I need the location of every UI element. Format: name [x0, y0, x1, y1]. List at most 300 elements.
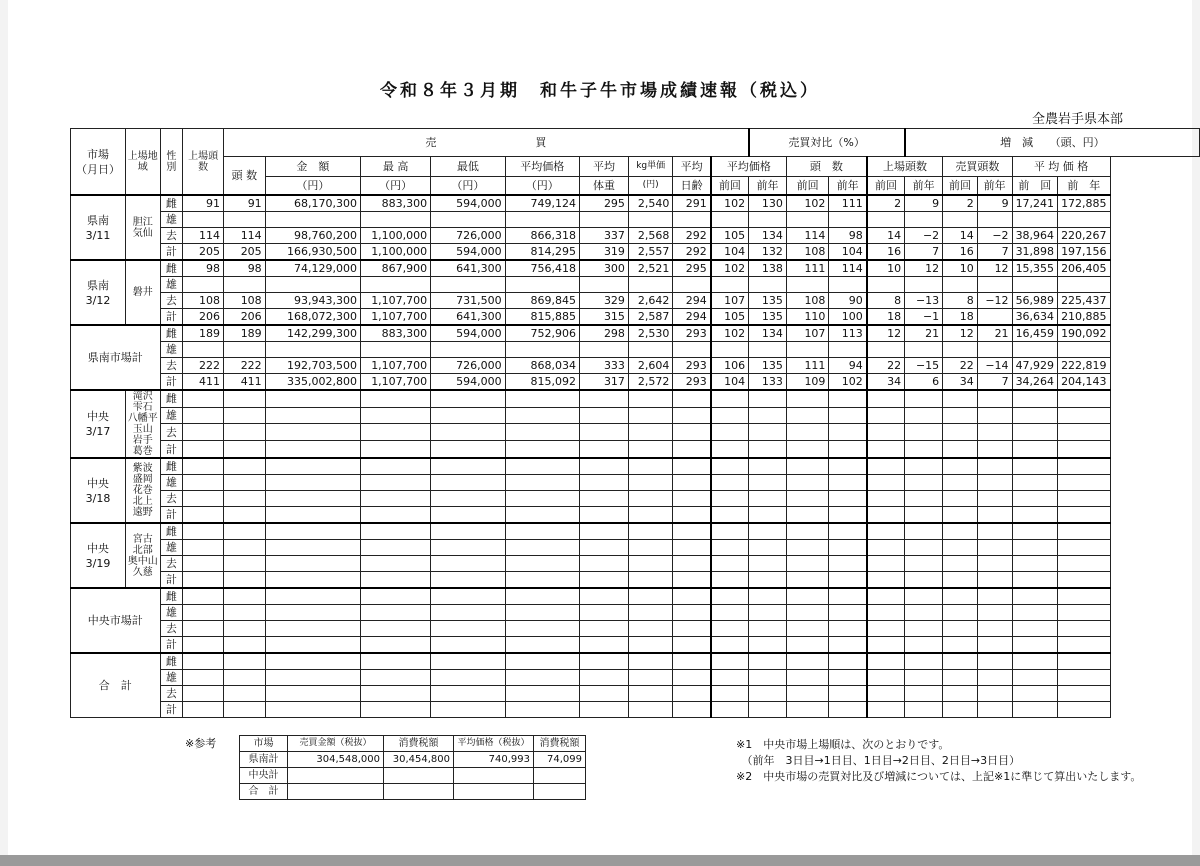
- data-cell: [943, 556, 978, 572]
- data-cell: [943, 523, 978, 540]
- data-cell: [224, 686, 266, 702]
- change-avg-price-header: 平 均 価 格: [1012, 157, 1110, 177]
- data-cell: [505, 491, 579, 507]
- note-line: ※2 中央市場の売買対比及び増減については、上記※1に準じて算出いたします。: [736, 770, 1142, 783]
- data-cell: [580, 556, 629, 572]
- data-cell: 109: [786, 374, 829, 391]
- note-line: ※1 中央市場上場順は、次のとおりです。: [736, 738, 950, 751]
- data-cell: [905, 637, 943, 654]
- data-cell: 111: [786, 260, 829, 277]
- data-cell: 9: [977, 195, 1012, 212]
- sex-cell: 雌: [160, 325, 183, 342]
- data-cell: 22: [943, 358, 978, 374]
- data-cell: 293: [673, 374, 711, 391]
- data-cell: [361, 507, 431, 524]
- data-cell: −2: [977, 228, 1012, 244]
- amount-unit: （円）: [265, 177, 360, 196]
- data-cell: 102: [711, 195, 749, 212]
- data-cell: [431, 540, 505, 556]
- data-cell: [224, 637, 266, 654]
- data-cell: [361, 523, 431, 540]
- data-cell: [628, 390, 672, 407]
- data-cell: [361, 475, 431, 491]
- data-cell: [361, 277, 431, 293]
- data-cell: 98: [224, 260, 266, 277]
- data-cell: [505, 670, 579, 686]
- sex-cell: 計: [160, 507, 183, 524]
- data-cell: [905, 670, 943, 686]
- data-cell: [977, 407, 1012, 424]
- data-cell: [628, 572, 672, 589]
- data-cell: 225,437: [1058, 293, 1111, 309]
- data-cell: [711, 588, 749, 605]
- data-cell: 293: [673, 325, 711, 342]
- data-cell: [361, 637, 431, 654]
- data-cell: 94: [829, 358, 867, 374]
- change-header: 増 減 （頭、円）: [905, 129, 1200, 157]
- data-cell: [628, 441, 672, 458]
- data-cell: 1,107,700: [361, 293, 431, 309]
- data-cell: [905, 653, 943, 670]
- data-cell: [711, 424, 749, 441]
- data-cell: [943, 588, 978, 605]
- sex-cell: 計: [160, 244, 183, 261]
- data-cell: [673, 212, 711, 228]
- data-cell: [867, 605, 905, 621]
- data-cell: 114: [829, 260, 867, 277]
- data-cell: [867, 342, 905, 358]
- data-cell: 104: [711, 374, 749, 391]
- reference-header-cell: 消費税額: [384, 736, 454, 752]
- data-cell: [829, 686, 867, 702]
- reference-cell: [384, 784, 454, 800]
- data-cell: 2,568: [628, 228, 672, 244]
- data-cell: [786, 686, 829, 702]
- data-cell: [505, 605, 579, 621]
- data-cell: 21: [905, 325, 943, 342]
- data-cell: [183, 523, 224, 540]
- data-cell: [867, 491, 905, 507]
- area-name: 胆江 気仙: [132, 216, 153, 239]
- data-cell: [977, 342, 1012, 358]
- table-row: [71, 195, 1200, 212]
- data-cell: [628, 637, 672, 654]
- data-cell: 102: [711, 325, 749, 342]
- data-cell: [431, 686, 505, 702]
- data-cell: [786, 702, 829, 718]
- data-cell: 12: [943, 325, 978, 342]
- data-cell: 7: [905, 244, 943, 261]
- data-cell: [580, 507, 629, 524]
- data-cell: [224, 556, 266, 572]
- sex-cell: 雄: [160, 342, 183, 358]
- data-cell: [265, 670, 360, 686]
- data-cell: [905, 458, 943, 475]
- reference-header-cell: 平均価格（税抜）: [454, 736, 534, 752]
- data-cell: [361, 407, 431, 424]
- data-cell: [786, 540, 829, 556]
- data-cell: [224, 670, 266, 686]
- market-cell: [71, 458, 126, 523]
- data-cell: [977, 309, 1012, 326]
- data-cell: 189: [224, 325, 266, 342]
- data-cell: [673, 637, 711, 654]
- data-cell: [829, 424, 867, 441]
- data-cell: [224, 507, 266, 524]
- data-cell: 298: [580, 325, 629, 342]
- area-name: 紫波 盛岡 花巻 北上 遠野: [132, 463, 153, 518]
- table-row: [71, 228, 1200, 244]
- max-header: 最 高: [361, 157, 431, 177]
- market-name: 中央: [86, 410, 109, 423]
- data-cell: 300: [580, 260, 629, 277]
- data-cell: [265, 475, 360, 491]
- data-cell: [711, 621, 749, 637]
- data-cell: [224, 491, 266, 507]
- table-row: [71, 309, 1200, 326]
- data-cell: [786, 637, 829, 654]
- table-row: [71, 507, 1200, 524]
- data-cell: [1058, 686, 1111, 702]
- data-cell: [749, 458, 787, 475]
- data-cell: 130: [749, 195, 787, 212]
- data-cell: [505, 588, 579, 605]
- data-cell: [265, 458, 360, 475]
- avg-weight-header: 平均: [580, 157, 629, 177]
- data-cell: [829, 540, 867, 556]
- market-date: 3/18: [85, 491, 111, 505]
- data-cell: 2,587: [628, 309, 672, 326]
- table-row: [71, 441, 1200, 458]
- data-cell: [431, 277, 505, 293]
- reference-header-cell: 売買金額（税抜）: [288, 736, 384, 752]
- data-cell: [711, 653, 749, 670]
- data-cell: [183, 556, 224, 572]
- data-cell: [749, 277, 787, 293]
- data-cell: 7: [977, 374, 1012, 391]
- data-cell: 105: [711, 228, 749, 244]
- table-row: [71, 556, 1200, 572]
- reference-cell: [288, 784, 384, 800]
- data-cell: 12: [905, 260, 943, 277]
- data-cell: 114: [224, 228, 266, 244]
- data-cell: [628, 588, 672, 605]
- data-cell: 726,000: [431, 358, 505, 374]
- data-cell: [505, 621, 579, 637]
- data-cell: 293: [673, 358, 711, 374]
- data-cell: 222,819: [1058, 358, 1111, 374]
- data-cell: [224, 342, 266, 358]
- data-cell: [580, 670, 629, 686]
- change-listed-header: 上場頭数: [867, 157, 943, 177]
- data-cell: [431, 475, 505, 491]
- data-cell: 756,418: [505, 260, 579, 277]
- data-cell: 172,885: [1058, 195, 1111, 212]
- data-cell: [905, 441, 943, 458]
- data-cell: [673, 390, 711, 407]
- data-cell: [431, 637, 505, 654]
- data-cell: 106: [711, 358, 749, 374]
- data-cell: [431, 670, 505, 686]
- data-cell: [431, 441, 505, 458]
- data-cell: 114: [183, 228, 224, 244]
- data-cell: 98: [183, 260, 224, 277]
- data-cell: [749, 212, 787, 228]
- data-cell: 93,943,300: [265, 293, 360, 309]
- data-cell: [943, 702, 978, 718]
- data-cell: [905, 424, 943, 441]
- data-cell: [1012, 588, 1058, 605]
- data-cell: [905, 475, 943, 491]
- data-cell: [711, 637, 749, 654]
- data-cell: [1058, 390, 1111, 407]
- data-cell: [867, 621, 905, 637]
- data-cell: [749, 670, 787, 686]
- data-cell: 815,885: [505, 309, 579, 326]
- data-cell: [1012, 637, 1058, 654]
- reference-cell: 県南計: [240, 752, 288, 768]
- data-cell: 133: [749, 374, 787, 391]
- data-cell: [673, 424, 711, 441]
- data-cell: [977, 605, 1012, 621]
- listed-head-header: 上場頭数: [183, 129, 224, 196]
- reference-cell: 304,548,000: [288, 752, 384, 768]
- data-cell: [749, 702, 787, 718]
- data-cell: [749, 605, 787, 621]
- reference-header-cell: 消費税額: [534, 736, 586, 752]
- data-cell: 108: [183, 293, 224, 309]
- market-name: 中央: [86, 476, 109, 490]
- data-cell: [224, 588, 266, 605]
- table-row: [71, 458, 1200, 475]
- data-cell: [505, 475, 579, 491]
- data-cell: [977, 458, 1012, 475]
- data-cell: 315: [580, 309, 629, 326]
- data-cell: [711, 523, 749, 540]
- data-cell: 594,000: [431, 374, 505, 391]
- area-cell: [125, 260, 160, 325]
- data-cell: 317: [580, 374, 629, 391]
- data-cell: [1012, 277, 1058, 293]
- data-cell: 205: [224, 244, 266, 261]
- sex-cell: 去: [160, 686, 183, 702]
- data-cell: 868,034: [505, 358, 579, 374]
- data-cell: [1012, 507, 1058, 524]
- change-listed-prev: 前回: [867, 177, 905, 196]
- data-cell: 319: [580, 244, 629, 261]
- data-cell: 107: [786, 325, 829, 342]
- area-cell: [125, 390, 160, 458]
- data-cell: [829, 277, 867, 293]
- data-cell: [749, 572, 787, 589]
- market-name: 県南: [86, 278, 109, 292]
- data-cell: [265, 621, 360, 637]
- data-cell: [749, 621, 787, 637]
- data-cell: [749, 475, 787, 491]
- table-row: [71, 277, 1200, 293]
- data-cell: [505, 556, 579, 572]
- data-cell: [628, 475, 672, 491]
- data-cell: [183, 588, 224, 605]
- data-cell: [580, 523, 629, 540]
- data-cell: [1012, 670, 1058, 686]
- data-cell: [977, 475, 1012, 491]
- data-cell: [786, 507, 829, 524]
- data-cell: [786, 653, 829, 670]
- data-cell: [361, 621, 431, 637]
- data-cell: [867, 507, 905, 524]
- sex-cell: 去: [160, 358, 183, 374]
- data-cell: [361, 556, 431, 572]
- data-cell: [580, 458, 629, 475]
- data-cell: 594,000: [431, 325, 505, 342]
- data-cell: 210,885: [1058, 309, 1111, 326]
- avg-age-sub: 日齢: [673, 177, 711, 196]
- data-cell: [628, 605, 672, 621]
- data-cell: [361, 424, 431, 441]
- data-cell: [749, 390, 787, 407]
- data-cell: [829, 588, 867, 605]
- data-cell: [673, 540, 711, 556]
- data-cell: [711, 342, 749, 358]
- data-cell: 2,642: [628, 293, 672, 309]
- market-total-label: 合 計: [71, 653, 161, 718]
- data-cell: 18: [943, 309, 978, 326]
- data-cell: 1,107,700: [361, 358, 431, 374]
- table-row: [71, 588, 1200, 605]
- data-cell: [505, 458, 579, 475]
- data-cell: [1012, 556, 1058, 572]
- table-row: [71, 212, 1200, 228]
- avg-price-header: 平均価格: [505, 157, 579, 177]
- data-cell: [361, 441, 431, 458]
- data-cell: [977, 686, 1012, 702]
- table-row: [71, 572, 1200, 589]
- data-cell: 866,318: [505, 228, 579, 244]
- sex-cell: 計: [160, 441, 183, 458]
- data-cell: 594,000: [431, 195, 505, 212]
- data-cell: 132: [749, 244, 787, 261]
- data-cell: [628, 458, 672, 475]
- data-cell: [867, 390, 905, 407]
- data-cell: [829, 637, 867, 654]
- market-name: 県南: [86, 213, 109, 227]
- data-cell: [265, 523, 360, 540]
- data-cell: [673, 277, 711, 293]
- data-cell: [431, 556, 505, 572]
- data-cell: [673, 588, 711, 605]
- data-cell: 2: [943, 195, 978, 212]
- sex-cell: 雄: [160, 670, 183, 686]
- sex-header: 性別: [160, 129, 183, 196]
- data-cell: [580, 637, 629, 654]
- sex-cell: 雌: [160, 588, 183, 605]
- sex-cell: 雄: [160, 407, 183, 424]
- sex-cell: 去: [160, 228, 183, 244]
- data-cell: 295: [580, 195, 629, 212]
- data-cell: [1058, 441, 1111, 458]
- sex-cell: 雌: [160, 523, 183, 540]
- data-cell: [786, 556, 829, 572]
- data-cell: 335,002,800: [265, 374, 360, 391]
- data-cell: 206,405: [1058, 260, 1111, 277]
- data-cell: 98,760,200: [265, 228, 360, 244]
- data-cell: 135: [749, 358, 787, 374]
- data-cell: [786, 491, 829, 507]
- area-name: 滝沢 雫石 八幡平 玉山 岩手 葛巻: [127, 391, 158, 457]
- data-cell: [580, 390, 629, 407]
- data-cell: [183, 475, 224, 491]
- data-cell: [1058, 605, 1111, 621]
- data-cell: 111: [829, 195, 867, 212]
- data-cell: 411: [224, 374, 266, 391]
- viewer-bottom-bar: [0, 855, 1200, 866]
- data-cell: 291: [673, 195, 711, 212]
- table-row: [71, 670, 1200, 686]
- data-cell: [977, 588, 1012, 605]
- data-cell: [1012, 572, 1058, 589]
- data-cell: [829, 475, 867, 491]
- data-cell: 108: [224, 293, 266, 309]
- table-row: [71, 637, 1200, 654]
- data-cell: 90: [829, 293, 867, 309]
- data-cell: [673, 523, 711, 540]
- data-cell: [580, 572, 629, 589]
- data-cell: [505, 424, 579, 441]
- data-cell: [1012, 475, 1058, 491]
- data-cell: 104: [711, 244, 749, 261]
- data-cell: [1058, 407, 1111, 424]
- reference-header-cell: 市場: [240, 736, 288, 752]
- data-cell: [1058, 637, 1111, 654]
- data-cell: [628, 556, 672, 572]
- data-cell: [224, 702, 266, 718]
- data-cell: 2,557: [628, 244, 672, 261]
- data-cell: [943, 670, 978, 686]
- max-unit: （円）: [361, 177, 431, 196]
- data-cell: 1,100,000: [361, 244, 431, 261]
- sex-cell: 去: [160, 621, 183, 637]
- data-cell: [361, 540, 431, 556]
- data-cell: 108: [786, 244, 829, 261]
- data-cell: [943, 653, 978, 670]
- data-cell: [580, 621, 629, 637]
- data-cell: [431, 458, 505, 475]
- data-cell: [867, 424, 905, 441]
- data-cell: [1058, 277, 1111, 293]
- data-cell: 220,267: [1058, 228, 1111, 244]
- data-cell: 594,000: [431, 244, 505, 261]
- data-cell: [711, 702, 749, 718]
- data-cell: 135: [749, 309, 787, 326]
- data-cell: [224, 653, 266, 670]
- data-cell: [749, 637, 787, 654]
- data-cell: [1012, 390, 1058, 407]
- data-cell: [628, 653, 672, 670]
- data-cell: [943, 507, 978, 524]
- data-cell: 292: [673, 228, 711, 244]
- data-cell: [361, 390, 431, 407]
- market-cell: [71, 195, 126, 260]
- data-cell: [867, 637, 905, 654]
- table-row: [71, 540, 1200, 556]
- data-cell: [265, 605, 360, 621]
- reference-cell: [454, 768, 534, 784]
- data-cell: [224, 212, 266, 228]
- data-cell: [361, 605, 431, 621]
- data-cell: [711, 407, 749, 424]
- data-cell: 138: [749, 260, 787, 277]
